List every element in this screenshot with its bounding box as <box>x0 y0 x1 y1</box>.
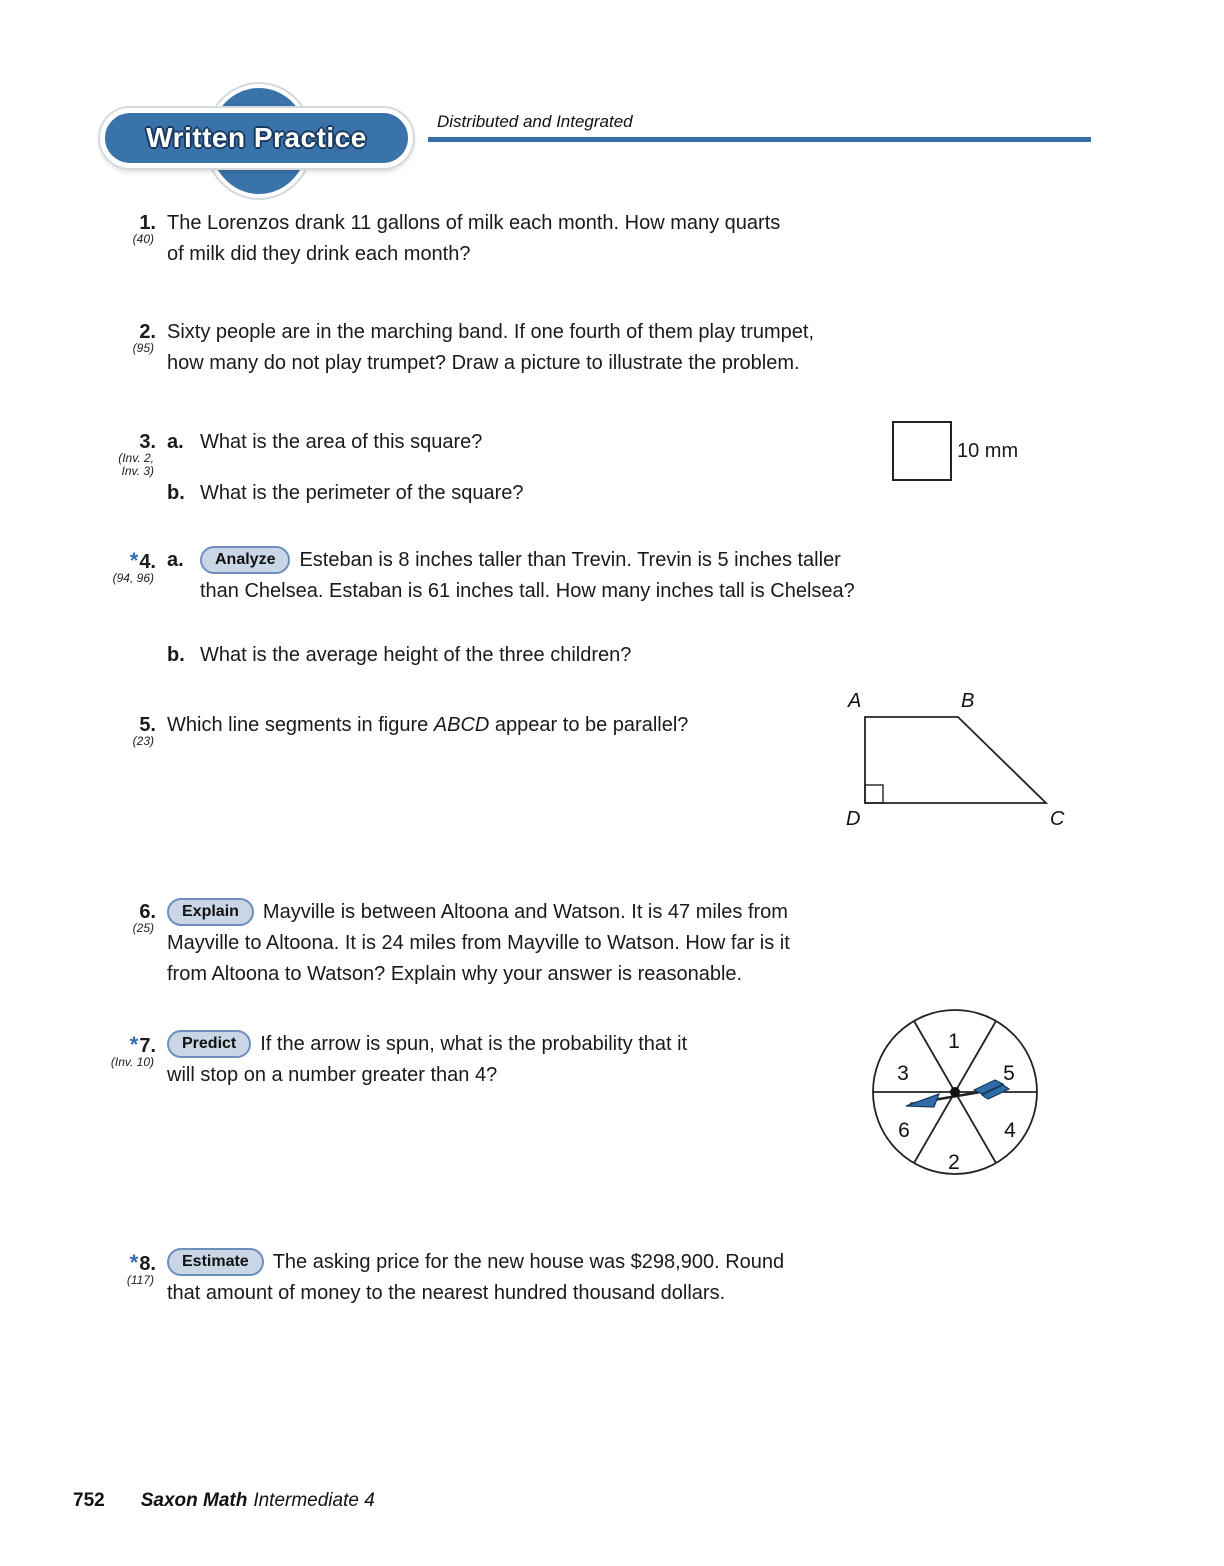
vertex-label-b: B <box>961 690 975 712</box>
text-line: What is the area of this square? <box>200 431 483 453</box>
problem-text <box>167 897 790 990</box>
problem-number <box>100 897 156 935</box>
part-a <box>167 545 855 607</box>
trapezoid-outline <box>865 717 1046 803</box>
lesson-reference: (94, 96) <box>112 571 154 585</box>
book-title: Saxon Math <box>140 1490 248 1511</box>
badge-label: Explain <box>182 903 239 920</box>
star-marker: * <box>129 1250 139 1275</box>
problem-text <box>167 710 688 741</box>
text-line: Sixty people are in the marching band. If one fourth of them play trumpet, <box>167 321 815 343</box>
part-letter: b. <box>167 482 185 504</box>
spinner-sector-label-5: 5 <box>1003 1062 1015 1085</box>
badge-label: Estimate <box>182 1253 249 1270</box>
problem-4 <box>100 545 855 671</box>
square-side-label: 10 mm <box>957 440 1019 462</box>
text-line: The asking price for the new house was $298,900. Round <box>272 1251 785 1273</box>
text-line: The Lorenzos drank 11 gallons of milk each month. How many quarts <box>167 212 781 234</box>
lesson-reference: (117) <box>126 1273 154 1287</box>
text-line: of milk did they drink each month? <box>167 243 471 265</box>
written-practice-logo <box>100 84 430 202</box>
text-line: Mayville is between Altoona and Watson. It is 47 miles from <box>262 901 788 923</box>
text-segment: Which line segments in figure <box>167 714 434 736</box>
text-line: What is the perimeter of the square? <box>200 482 524 504</box>
problem-6 <box>100 897 790 990</box>
spinner-sector-label-2: 2 <box>948 1151 960 1174</box>
vertex-label-c: C <box>1050 808 1065 830</box>
text-line: Esteban is 8 inches taller than Trevin. Trevin is 5 inches taller <box>299 549 841 571</box>
problem-text <box>167 545 855 671</box>
text-line: If the arrow is spun, what is the probability that it <box>260 1033 688 1055</box>
spinner-sector-label-1: 1 <box>948 1030 960 1053</box>
vertex-label-a: A <box>848 690 862 712</box>
problem-number <box>100 317 156 355</box>
lesson-reference: (25) <box>132 921 154 935</box>
analyze-badge <box>200 546 290 574</box>
problem-number-label: 5. <box>139 714 156 736</box>
problem-number <box>100 710 156 748</box>
text-line: will stop on a number greater than 4? <box>167 1064 498 1086</box>
part-b <box>167 478 524 509</box>
square-figure <box>892 421 952 481</box>
page-footer <box>73 1490 375 1512</box>
problem-3 <box>100 427 524 509</box>
problem-number-label: 7. <box>139 1035 156 1057</box>
problem-number-label: 4. <box>139 551 156 573</box>
figure-name: ABCD <box>433 714 490 736</box>
page-number: 752 <box>73 1490 105 1511</box>
part-letter: a. <box>167 549 184 571</box>
arrow-head <box>906 1094 939 1107</box>
problem-number <box>100 427 156 478</box>
text-line: than Chelsea. Estaban is 61 inches tall. How many inches tall is Chelsea? <box>200 580 855 602</box>
lesson-reference: (23) <box>132 734 154 748</box>
problem-number <box>100 208 156 246</box>
estimate-badge <box>167 1248 264 1276</box>
header-rule <box>428 137 1091 142</box>
vertex-label-d: D <box>846 808 861 830</box>
badge-label: Analyze <box>215 551 276 568</box>
problem-text <box>167 208 780 270</box>
spinner-sector-label-4: 4 <box>1004 1119 1016 1142</box>
lesson-reference: (Inv. 2, <box>118 451 154 465</box>
problem-number-label: 1. <box>139 212 156 234</box>
text-line: how many do not play trumpet? Draw a picture to illustrate the problem. <box>167 352 800 374</box>
text-segment: appear to be parallel? <box>489 714 689 736</box>
spinner-arrow <box>906 1080 1009 1107</box>
problem-1 <box>100 208 780 270</box>
explain-badge <box>167 898 254 926</box>
lesson-reference: (95) <box>132 341 154 355</box>
problem-number <box>100 545 156 585</box>
logo-pill <box>100 108 413 168</box>
spinner-figure <box>862 1000 1052 1190</box>
lesson-reference: (Inv. 10) <box>110 1055 154 1069</box>
text-line: that amount of money to the nearest hundred thousand dollars. <box>167 1282 726 1304</box>
problem-number-label: 2. <box>139 321 156 343</box>
logo-title: Written Practice <box>146 122 367 153</box>
part-b <box>167 640 855 671</box>
predict-badge <box>167 1030 251 1058</box>
right-angle-marker <box>865 785 883 803</box>
spinner-sector-label-3: 3 <box>897 1062 909 1085</box>
problem-8 <box>100 1247 784 1309</box>
header-subtitle: Distributed and Integrated <box>437 112 633 131</box>
problem-2 <box>100 317 814 379</box>
problem-number <box>100 1247 156 1287</box>
part-letter: a. <box>167 431 184 453</box>
part-letter: b. <box>167 644 185 666</box>
star-marker: * <box>129 548 139 573</box>
spinner-sector-label-6: 6 <box>898 1119 910 1142</box>
lesson-reference: (40) <box>132 232 154 246</box>
text-line: from Altoona to Watson? Explain why your answer is reasonable. <box>167 963 743 985</box>
problem-number-label: 3. <box>139 431 156 453</box>
part-a <box>167 427 524 458</box>
spinner-pivot <box>950 1087 960 1097</box>
problem-text <box>167 1247 784 1309</box>
problem-text <box>167 317 814 379</box>
text-line: Mayville to Altoona. It is 24 miles from Mayville to Watson. How far is it <box>167 932 790 954</box>
lesson-reference: Inv. 3) <box>121 464 154 478</box>
problem-7 <box>100 1029 687 1091</box>
problem-text <box>167 1029 687 1091</box>
problem-text <box>167 427 524 509</box>
problem-number-label: 6. <box>139 901 156 923</box>
problem-number <box>100 1029 156 1069</box>
text-line: What is the average height of the three children? <box>200 644 632 666</box>
badge-label: Predict <box>182 1035 237 1052</box>
star-marker: * <box>129 1032 139 1057</box>
trapezoid-figure <box>838 680 1078 835</box>
book-edition: Intermediate 4 <box>253 1490 375 1511</box>
problem-number-label: 8. <box>139 1253 156 1275</box>
problem-5 <box>100 710 688 748</box>
